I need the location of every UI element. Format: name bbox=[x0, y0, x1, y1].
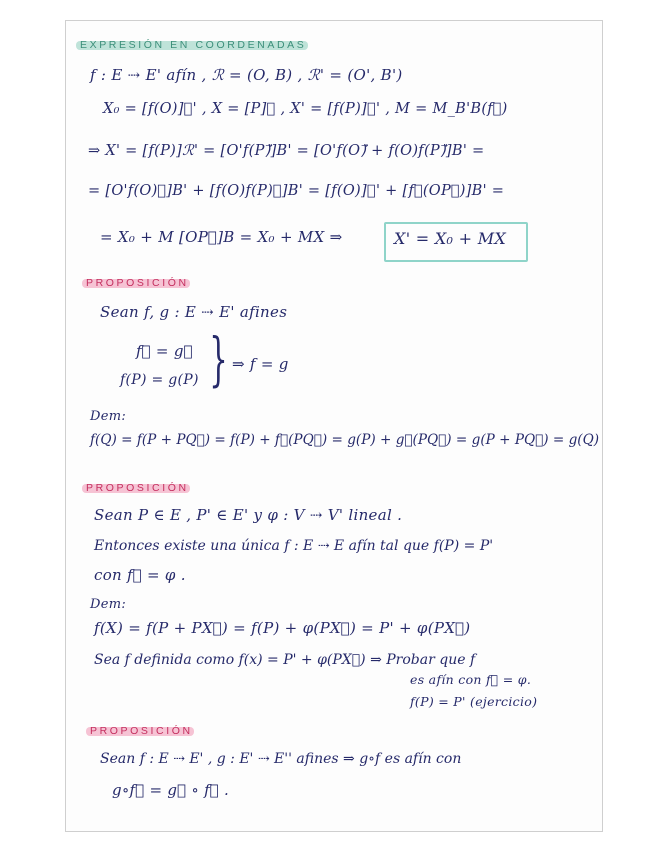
boxed-formula: X' = X₀ + MX bbox=[394, 229, 507, 248]
prop2-line-1: Sean P ∈ E , P' ∈ E' y φ : V ⇢ V' lineal . bbox=[94, 506, 403, 524]
coords-line-3: ⇒ X' = [f(P)]ℛ' = [O'f(P)⃗]B' = [O'f(O)⃗ + f(O)f(P)⃗]B' = bbox=[88, 143, 485, 159]
prop2-line-3: con f⃗ = φ . bbox=[94, 566, 186, 584]
prop1-condition-1: f⃗ = g⃗ bbox=[136, 342, 193, 360]
coords-line-2: X₀ = [f(O)]ℛ' , X = [P]ℛ , X' = [f(P)]ℛ' , M = M_B'B(f⃗) bbox=[103, 101, 508, 117]
prop2-dem-1: f(X) = f(P + PX⃗) = f(P) + φ(PX⃗) = P' + φ(PX⃗) bbox=[94, 619, 471, 637]
dem-label: Dem: bbox=[90, 597, 127, 612]
prop2-dem-2: Sea f definida como f(x) = P' + φ(PX⃗) ⇒ Probar que f bbox=[94, 652, 476, 668]
prop1-implication: ⇒ f = g bbox=[232, 355, 289, 373]
notebook-page bbox=[65, 20, 603, 832]
proposition-heading: PROPOSICIÓN bbox=[86, 277, 189, 289]
prop3-line-2: g∘f⃗ = g⃗ ∘ f⃗ . bbox=[112, 781, 230, 799]
proposition-heading: PROPOSICIÓN bbox=[90, 725, 193, 737]
curly-brace: } bbox=[209, 325, 228, 393]
prop2-line-2: Entonces existe una única f : E ⇢ E afín tal que f(P) = P' bbox=[94, 538, 494, 554]
section-heading: EXPRESIÓN EN COORDENADAS bbox=[80, 39, 307, 51]
coords-line-1: f : E ⇢ E' afín , ℛ = (O, B) , ℛ' = (O', B') bbox=[90, 66, 403, 84]
proposition-heading: PROPOSICIÓN bbox=[86, 482, 189, 494]
prop1-condition-2: f(P) = g(P) bbox=[120, 372, 199, 388]
prop2-dem-3: es afín con f⃗ = φ. bbox=[410, 672, 532, 687]
prop2-dem-4: f(P) = P' (ejercicio) bbox=[410, 694, 538, 709]
prop3-line-1: Sean f : E ⇢ E' , g : E' ⇢ E'' afines ⇒ g∘f es afín con bbox=[100, 751, 462, 767]
prop1-statement: Sean f, g : E ⇢ E' afines bbox=[100, 303, 288, 321]
dem-label: Dem: bbox=[90, 409, 127, 424]
coords-line-5: = X₀ + M [OP⃗]B = X₀ + MX ⇒ bbox=[100, 228, 343, 246]
prop1-demonstration: f(Q) = f(P + PQ⃗) = f(P) + f⃗(PQ⃗) = g(P) + g⃗(PQ⃗) = g(P + PQ⃗) = g(Q) bbox=[90, 432, 600, 448]
coords-line-4: = [O'f(O)⃗]B' + [f(O)f(P)⃗]B' = [f(O)]ℛ' + [f⃗(OP⃗)]B' = bbox=[88, 183, 505, 199]
